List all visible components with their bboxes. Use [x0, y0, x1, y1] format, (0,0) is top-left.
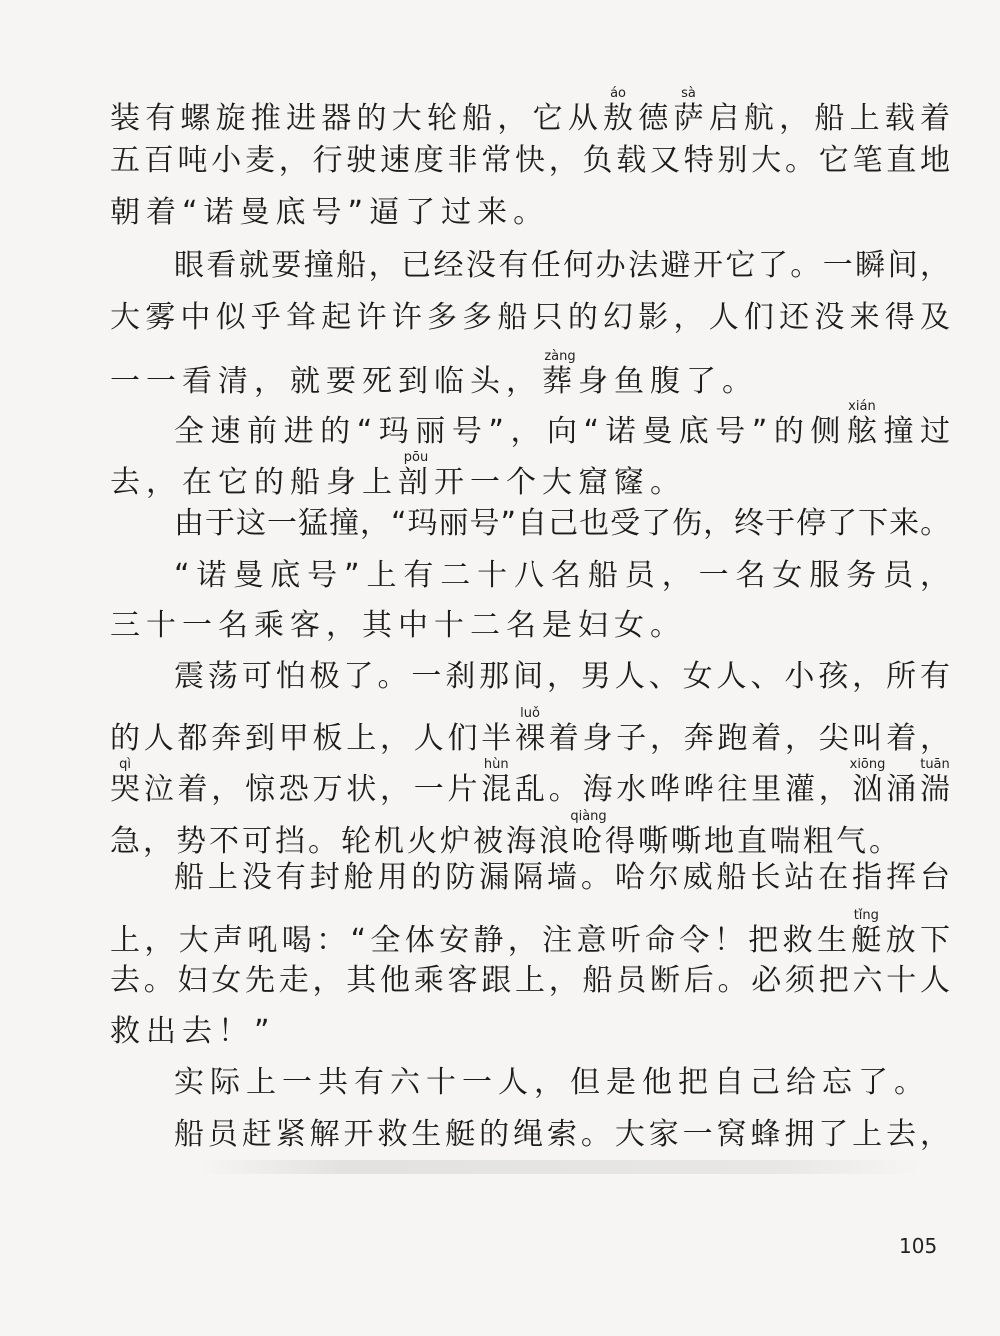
text-line: 大雾中似乎耸起许许多多船只的幻影，人们还没来得及 — [110, 300, 950, 335]
text-line: 全速前进的“玛丽号”，向“诺曼底号”的侧舷xián撞过 — [174, 399, 951, 449]
text-line: 哭qì泣着，惊恐万状，一片混hùn乱。海水哗哗往里灌，汹xiōng涌湍tuān — [110, 757, 950, 807]
text-line: 实际上一共有六十一人，但是他把自己给忘了。 — [174, 1065, 930, 1100]
text-line: 救出去！” — [110, 1014, 276, 1049]
text-line: 五百吨小麦，行驶速度非常快，负载又特别大。它笔直地 — [110, 143, 950, 178]
page-number: 105 — [899, 1234, 938, 1258]
text-line: 震荡可怕极了。一刹那间，男人、女人、小孩，所有 — [174, 659, 950, 694]
show-through-smudge — [200, 1160, 920, 1174]
text-line: 船上没有封舱用的防漏隔墙。哈尔威船长站在指挥台 — [174, 860, 950, 895]
text-line: “诺曼底号”上有二十八名船员，一名女服务员， — [174, 558, 950, 593]
text-line: 三十一名乘客，其中十二名是妇女。 — [110, 608, 686, 643]
text-line: 眼看就要撞船，已经没有任何办法避开它了。一瞬间， — [174, 248, 950, 283]
text-line: 去。妇女先走，其他乘客跟上，船员断后。必须把六十人 — [110, 963, 950, 998]
text-line: 由于这一猛撞，“玛丽号”自己也受了伤，终于停了下来。 — [174, 506, 952, 541]
text-line: 装有螺旋推进器的大轮船，它从敖áo德萨sà启航，船上载着 — [110, 86, 951, 136]
text-line: 朝着“诺曼底号”逼了过来。 — [110, 195, 550, 230]
text-line: 的人都奔到甲板上，人们半裸luǒ着身子，奔跑着，尖叫着， — [110, 706, 950, 756]
text-line: 船员赶紧解开救生艇的绳索。大家一窝蜂拥了上去， — [174, 1117, 950, 1152]
text-line: 一一看清，就要死到临头，葬zàng身鱼腹了。 — [110, 349, 758, 399]
text-line: 急，势不可挡。轮机火炉被海浪呛qiàng得嘶嘶地直喘粗气。 — [110, 809, 902, 859]
text-line: 去，在它的船身上剖pōu开一个大窟窿。 — [110, 450, 686, 500]
text-line: 上，大声吼喝：“全体安静，注意听命令！把救生艇tǐng放下 — [110, 908, 951, 958]
